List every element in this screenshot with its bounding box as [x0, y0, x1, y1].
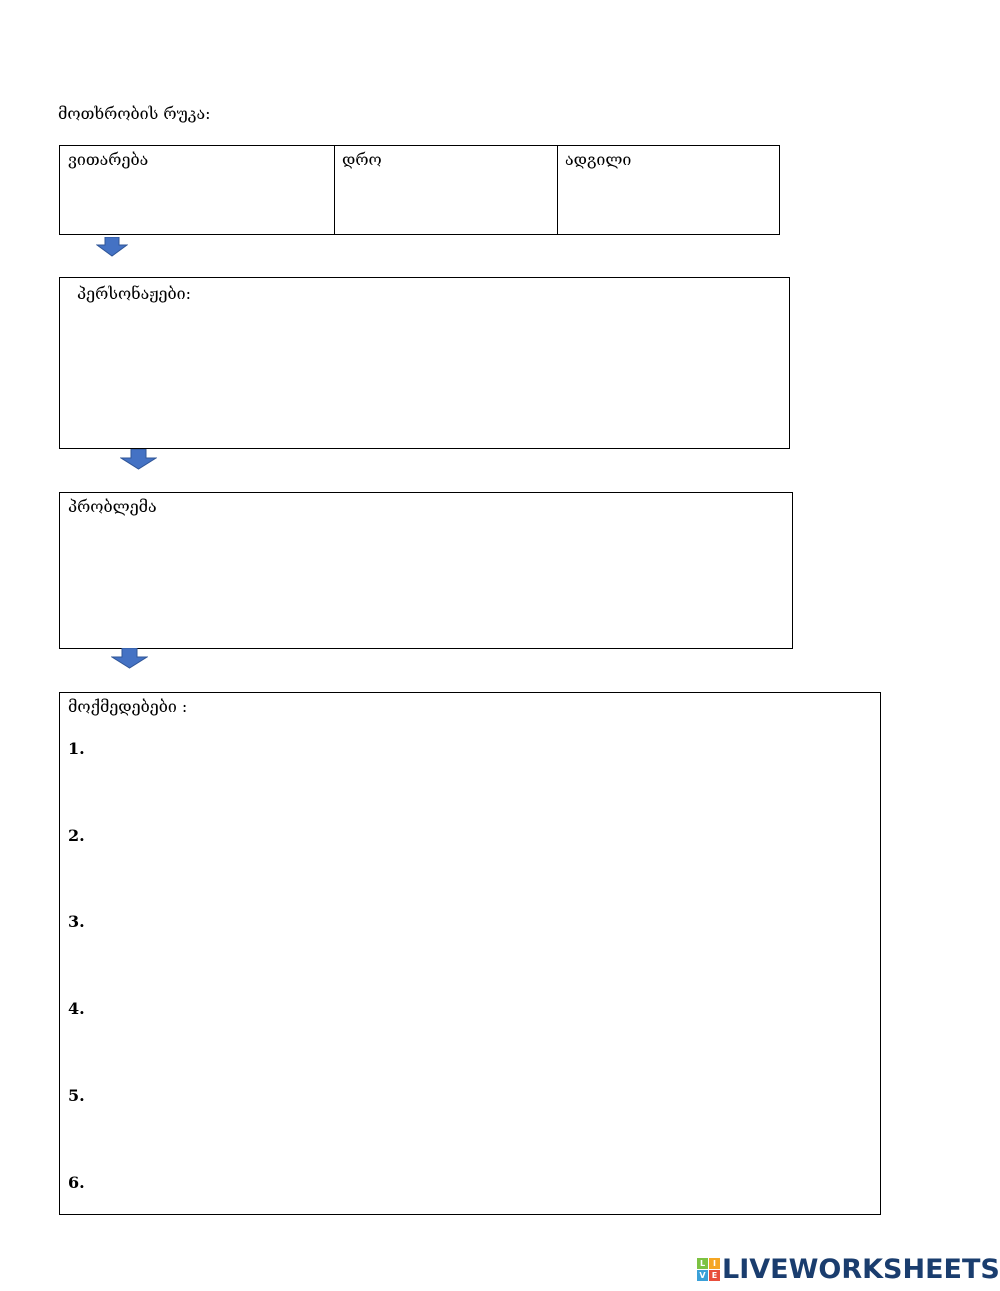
action-number-5: 5.	[68, 1086, 85, 1105]
action-number-6: 6.	[68, 1173, 85, 1192]
logo-icon	[697, 1258, 720, 1281]
liveworksheets-logo	[697, 1254, 1000, 1285]
action-number-2: 2.	[68, 826, 85, 845]
logo-letter-i: I	[709, 1258, 720, 1269]
logo-letter-e: E	[709, 1270, 720, 1281]
action-number-3: 3.	[68, 912, 85, 931]
logo-text: LIVEWORKSHEETS	[722, 1254, 1000, 1285]
action-number-4: 4.	[68, 999, 85, 1018]
place-label: ადგილი	[565, 150, 632, 169]
problem-box[interactable]	[59, 492, 793, 649]
characters-label: პერსონაჟები:	[77, 284, 191, 303]
situation-label: ვითარება	[68, 150, 149, 169]
logo-letter-v: V	[697, 1270, 708, 1281]
time-cell[interactable]	[334, 146, 558, 234]
down-arrow-icon	[111, 648, 148, 669]
actions-label: მოქმედებები :	[68, 697, 188, 716]
actions-box[interactable]	[59, 692, 881, 1215]
logo-letter-l: L	[697, 1258, 708, 1269]
down-arrow-icon	[96, 237, 128, 257]
place-cell[interactable]	[557, 146, 779, 234]
action-number-1: 1.	[68, 739, 85, 758]
time-label: დრო	[342, 150, 382, 169]
situation-cell[interactable]	[60, 146, 335, 234]
down-arrow-icon	[120, 449, 157, 470]
setting-table	[59, 145, 780, 235]
problem-label: პრობლემა	[68, 497, 157, 516]
characters-box[interactable]	[59, 277, 790, 449]
page-title: მოთხრობის რუკა:	[58, 104, 211, 123]
